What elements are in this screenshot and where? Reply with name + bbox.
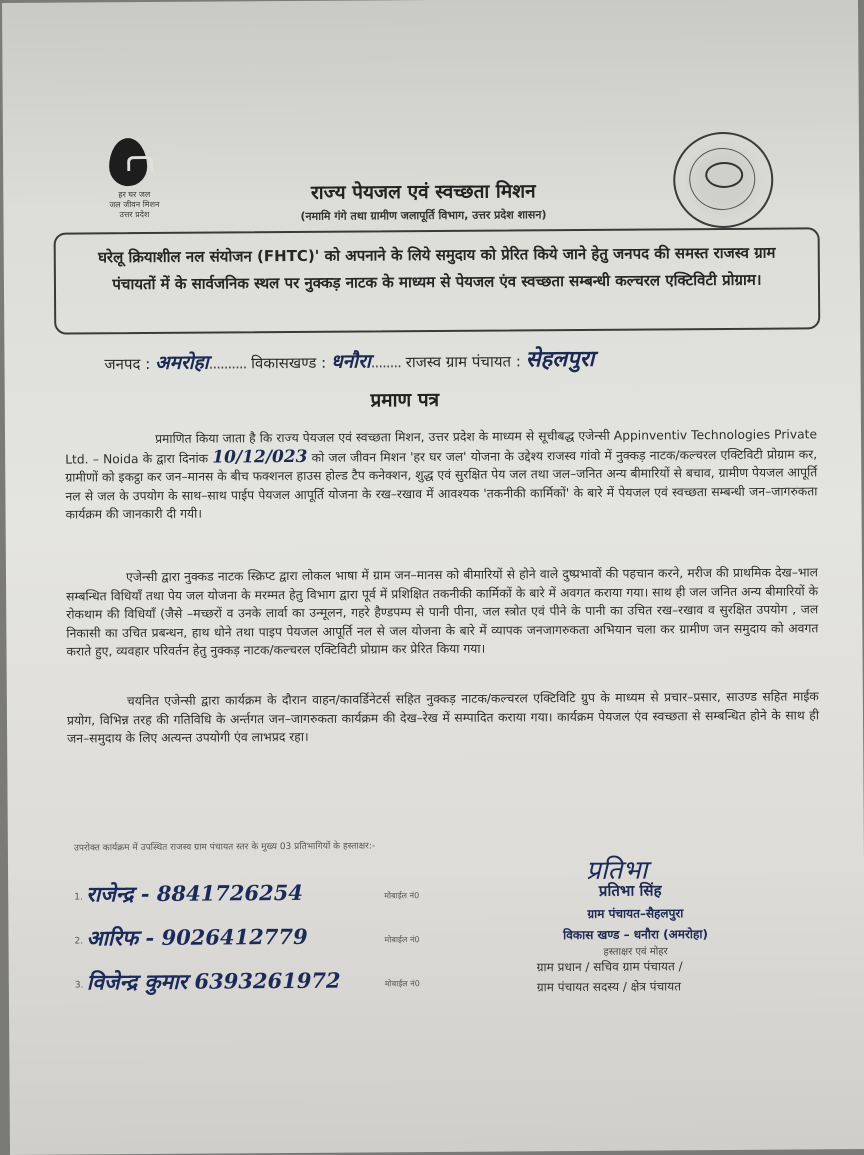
panchayat-value: सेहलपुरा: [525, 345, 595, 373]
role-line-1: ग्राम प्रधान / सचिव ग्राम पंचायत /: [536, 959, 683, 975]
up-government-emblem-icon: [673, 132, 774, 229]
certificate-heading: प्रमाण पत्र: [370, 388, 440, 412]
participant-signature: आरिफ - 9026412779: [86, 923, 308, 951]
paragraph-3-text: चयनित एजेन्सी द्वारा कार्यक्रम के दौरान वाहन/कावर्डिनेटर्स सहित नुक्कड़ नाटक/कल्चरल एक्टिविटि ग्रुप के माध्यम से प्रचार–प्रसार, साउण्ड सहित माईक प्रयोग, विभिन्न तरह की गतिविधि के अर्न्तगत जन–जागरुकता कार्यक्रम की देख–रेख में सम्पादित कराया गया। कार्यक्रम पेयजल एंव स्वच्छता से सम्बन्धित होने के साथ ही जन–समुदाय के लिए अत्यन्त उपयोगी एंव लाभप्रद रहा।: [66, 689, 820, 746]
certificate-page: [2, 0, 864, 1155]
panchayat-label: राजस्व ग्राम पंचायत :: [405, 352, 521, 372]
block-label: विकासखण्ड :: [251, 353, 327, 373]
program-description-text: घरेलू क्रियाशील नल संयोजन (FHTC)' को अपनाने के लिये समुदाय को प्रेरित किये जाने हेतु जनपद की समस्त राजस्व ग्राम पंचायतों में के सार्वजनिक स्थल पर नुक्कड़ नाटक के माध्यम से पेयजल एंव स्वच्छता सम्बन्धी कल्चरल एक्टिविटी प्रोग्राम।: [97, 243, 776, 294]
participant-signature: विजेन्द्र कुमार 6393261972: [86, 967, 341, 995]
mobile-label: मोबाईल नं0: [384, 979, 420, 989]
participant-row: [74, 878, 454, 911]
page-subtitle: (नमामि गंगे तथा ग्रामीण जलापूर्ति विभाग, उत्तर प्रदेश शासन): [300, 208, 547, 223]
participant-number: 1.: [74, 892, 83, 903]
participant-row: [74, 922, 454, 955]
pradhan-stamp: [520, 880, 751, 959]
mobile-label: मोबाईल नं0: [384, 935, 420, 945]
seal-note: हस्ताक्षर एवं मोहर: [603, 946, 668, 958]
paragraph-1-part-a: प्रमाणित किया जाता है कि राज्य पेयजल एवं स्वच्छता मिशन, उत्तर प्रदेश के माध्यम से सूचीबद्ध एजेन्सी Appinventiv Technologies Private Ltd. – Noida के द्वारा दिनांक: [65, 427, 818, 467]
jal-jeevan-mission-logo: [99, 138, 170, 228]
participant-row: [75, 966, 455, 999]
participant-number: 3.: [74, 980, 84, 991]
logo-line-3: उत्तर प्रदेश: [119, 209, 150, 220]
mobile-label: मोबाईल नं0: [384, 891, 420, 901]
location-fields: जनपद : अमरोहा.......... विकासखण्ड : धनौरा........ राजस्व ग्राम पंचायत : सेहलपुरा: [104, 345, 595, 374]
certificate-paragraph-1: [65, 425, 818, 524]
participant-number: 2.: [74, 936, 84, 947]
paragraph-1-part-b: को जल जीवन मिशन 'हर घर जल' योजना के उद्देश्य राजस्व गांवो में नुक्कड़ नाटक/कल्चरल एक्टिविटी प्रोग्राम कर, ग्रामीणों को इकट्ठा कर जन–मानस के बीच फक्शनल हाउस होल्ड टैप कनेक्शन, शुद्ध एवं सुरक्षित पेय जल तथा जल–जनित अन्य बीमारियों से बचाव, ग्रामीण पेयजल आपूर्ति नल से जल के उपयोग के साथ–साथ पाईप पेयजल आपूर्ति योजना के रख–रखाव में आवश्यक 'तकनीकी कार्मिकों' के बारे में पेयजल एवं स्वच्छता सम्बन्धी जन–जागरुकता कार्यक्रम की जानकारी दी गयी।: [65, 446, 818, 522]
district-value: अमरोहा: [154, 351, 209, 374]
participants-note: उपरोक्त कार्यक्रम में उपस्थित राजस्व ग्राम पंचायत स्तर के मुख्य 03 प्रतिभागियों के हस्ताक्षर:-: [73, 841, 376, 854]
certificate-paragraph-3: [67, 687, 819, 748]
page-title: राज्य पेयजल एवं स्वच्छता मिशन: [310, 180, 536, 204]
signature-scribble: प्रतिभा: [585, 855, 648, 886]
certificate-paragraph-2: [66, 563, 819, 661]
participant-signature: राजेन्द्र - 8841726254: [86, 879, 304, 907]
district-label: जनपद :: [104, 354, 151, 374]
water-drop-icon: [109, 138, 147, 186]
logo-line-1: हर घर जल: [118, 189, 151, 200]
program-description-box: [54, 227, 821, 334]
signatory-block: विकास खण्ड – धनौरा (अमरोहा): [563, 927, 708, 943]
signatory-roles: [537, 956, 757, 998]
program-date: 10/12/023: [212, 446, 308, 468]
signatory-designation: ग्राम पंचायत–सैहलपुरा: [587, 906, 684, 921]
logo-line-2: जल जीवन मिशन: [109, 199, 160, 210]
block-value: धनौरा: [330, 350, 371, 373]
role-line-2: ग्राम पंचायत सदस्य / क्षेत्र पंचायत: [536, 979, 682, 995]
signatory-name: प्रतिभा सिंह: [598, 881, 662, 900]
paragraph-2-text: एजेन्सी द्वारा नुक्कड नाटक स्क्रिप्ट द्वारा लोकल भाषा में ग्राम जन–मानस को बीमारियों से होने वाले दुष्प्रभावों की पहचान करने, मरीज की प्राथमिक देख–भाल सम्बन्धित विधियाँ तथा पेय जल योजना के मरम्मत हेतु विभाग द्वारा पूर्व में प्रशिक्षित तकनीकी कार्मिकों के बारे में अवगत कराया गया। साथ ही जल जनित अन्य बीमारियों के रोकथाम की विधियाँ (जैसे –मच्छरों व उनके लार्वा का उन्मूलन, गहरे हैण्डपम्प से पानी पीना, जल स्त्रोत एवं पीने के पानी का उचित रख–रखाव व सुरक्षित उपयोग , जल निकासी का उचित प्रबन्धन, हाथ धोने तथा पाइप पेयजल आपूर्ति नल से जल योजना के बारे में व्यापक जनजागरुकता अभियान चला कर ग्रामीण जन समुदाय को अवगत कराते हुए, व्यवहार परिवर्तन हेतु नुक्कड़ नाटक/कल्चरल एक्टिविटी प्रोग्राम कर प्रेरित किया गया।: [66, 565, 819, 659]
